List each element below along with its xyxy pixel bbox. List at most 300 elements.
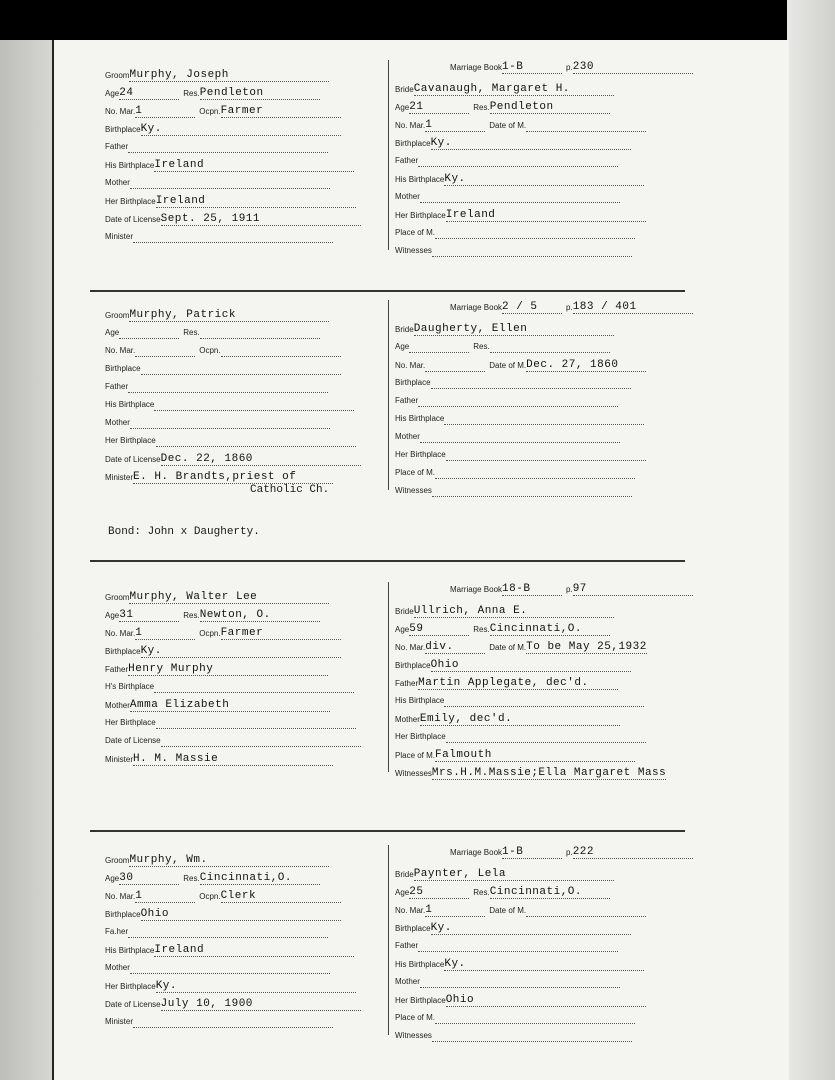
field-line [414,604,614,618]
groom-field [105,943,354,957]
groom-field [105,997,361,1011]
groom-field [105,380,328,393]
field-value: Dec. 22, 1860 [160,453,253,465]
field-value-secondary: 183 / 401 [572,301,637,313]
field-label: Birthplace [105,647,141,656]
field-line [526,640,647,654]
field-value: Ky. [140,123,162,135]
field-label-secondary: Res. [473,342,490,351]
field-label-secondary: Ocpn. [199,629,221,638]
field-label: His Birthplace [105,946,155,955]
record-separator [90,290,685,292]
field-label: Her Birthplace [395,450,446,459]
bride-field [395,903,646,917]
bride-field [450,845,693,859]
field-line [502,60,562,74]
bride-field [395,430,620,443]
field-line [200,86,320,100]
field-label: Mother [395,192,420,201]
bride-field [395,466,635,479]
groom-field [105,452,361,466]
groom-field [105,907,341,921]
field-label-secondary: Res. [473,888,490,897]
field-line [444,172,644,186]
field-line [156,194,356,208]
field-line [221,356,341,357]
field-label: Date of License [105,1000,161,1009]
scan-right-margin [787,0,835,1080]
field-line [161,997,361,1011]
field-label-secondary: p. [566,585,573,594]
field-label: Date of License [105,736,161,745]
field-line [435,1023,635,1024]
field-line [435,478,635,479]
bride-field [395,885,610,899]
field-value: Cavanaugh, Margaret H. [413,83,570,95]
field-value: 31 [119,609,134,621]
groom-field [105,590,329,604]
field-line [154,943,354,957]
field-line [119,86,179,100]
field-value: July 10, 1900 [160,998,253,1010]
field-line [128,937,328,938]
bride-field [395,484,632,497]
field-value: Murphy, Walter Lee [129,591,258,603]
field-label: Bride [395,325,414,334]
field-label: Place of M. [395,228,436,237]
field-label-secondary: Res. [183,611,200,620]
field-line [490,352,610,353]
field-line [154,158,354,172]
record-separator [90,560,685,562]
field-label: Birthplace [395,139,431,148]
bride-field [395,154,618,167]
bride-field [395,975,620,988]
field-label: Birthplace [105,364,141,373]
field-line [141,374,341,375]
field-line [129,308,329,322]
groom-field [105,1015,333,1028]
field-line [135,356,195,357]
field-value: Amma Elizabeth [129,699,230,711]
column-divider [388,845,389,1035]
field-value: H. M. Massie [133,753,219,765]
field-label: Minister [105,1017,134,1026]
field-label: His Birthplace [105,400,155,409]
field-line [161,212,361,226]
field-label: H's Birthplace [105,682,155,691]
field-label: Minister [105,473,134,482]
field-value: Martin Applegate, dec'd. [418,677,589,689]
field-label: Birthplace [105,125,141,134]
field-label: Her Birthplace [105,197,156,206]
field-value: 2 / 5 [502,301,538,313]
field-label: Place of M. [395,1013,436,1022]
field-line [156,728,356,729]
field-label: Witnesses [395,1031,432,1040]
field-line [141,644,341,658]
field-line [409,352,469,353]
field-label: Father [105,382,129,391]
bride-field [450,60,693,74]
groom-field [105,925,328,938]
field-label: Mother [105,963,130,972]
field-label-secondary: Res. [183,89,200,98]
field-line [573,300,693,314]
bride-field [395,100,610,114]
field-label: Marriage Book [450,585,503,594]
groom-field [105,470,333,484]
field-line [129,68,329,82]
field-line [435,238,635,239]
groom-field [105,889,341,903]
field-label: Mother [105,418,130,427]
field-value-secondary: Dec. 27, 1860 [526,359,619,371]
bride-field [395,136,631,150]
field-label: Father [395,941,419,950]
field-label: No. Mar. [395,643,426,652]
groom-field [105,608,320,622]
field-label-secondary: Res. [473,103,490,112]
field-line [130,428,330,429]
field-value: Ireland [154,159,205,171]
field-value: Ky. [140,645,162,657]
field-line [573,845,693,859]
field-label: Birthplace [395,924,431,933]
field-value: Ohio [430,659,459,671]
field-line [154,692,354,693]
bride-field [395,766,666,780]
groom-field [105,308,329,322]
field-label: His Birthplace [395,696,445,705]
field-label: Date of License [105,455,161,464]
bride-field [395,394,618,407]
field-label: Mother [105,178,130,187]
field-label: Marriage Book [450,303,503,312]
field-value-secondary: Cincinnati,O. [199,872,293,884]
field-label: Place of M. [395,468,436,477]
bride-field [395,658,631,672]
field-line [135,626,195,640]
field-label: Bride [395,607,414,616]
field-line [444,957,644,971]
groom-field [105,853,329,867]
field-line [409,622,469,636]
field-value: 21 [409,101,424,113]
groom-field [105,176,330,189]
field-line [420,987,620,988]
field-label-secondary: Date of M. [489,643,527,652]
bride-field [395,190,620,203]
record-separator [90,830,685,832]
field-line [418,676,618,690]
field-label: Age [395,888,410,897]
field-label: Age [105,89,120,98]
field-line [431,136,631,150]
groom-field [105,86,320,100]
bride-field [395,867,614,881]
field-label: Mother [395,715,420,724]
scan-left-margin [0,40,52,1080]
groom-field [105,344,341,357]
field-line [119,871,179,885]
field-label: Witnesses [395,769,432,778]
field-line [431,658,631,672]
field-value-secondary: Farmer [220,105,264,117]
field-line [418,166,618,167]
field-label: No. Mar. [395,361,426,370]
field-value: 1 [425,904,433,916]
field-label: Marriage Book [450,63,503,72]
field-line [156,979,356,993]
field-value: Ohio [445,994,475,1006]
bride-field [395,358,646,372]
field-label: Father [105,142,129,151]
minister-continuation: Catholic Ch. [250,484,330,496]
field-line [221,889,341,903]
field-line [432,256,632,257]
field-line [141,907,341,921]
field-label-secondary: Ocpn. [199,892,221,901]
field-label: Her Birthplace [105,982,156,991]
field-line [414,82,614,96]
bride-field [395,730,646,743]
groom-field [105,680,354,693]
field-value-secondary: 230 [572,61,595,73]
bride-field [395,376,631,389]
field-label: Groom [105,71,130,80]
field-line [431,388,631,389]
field-line [129,590,329,604]
field-line [420,442,620,443]
field-line [526,916,646,917]
groom-field [105,140,328,153]
field-label: Her Birthplace [105,718,156,727]
field-line [435,748,635,762]
groom-field [105,752,333,766]
field-value: 1-B [502,61,524,73]
field-label: Bride [395,85,414,94]
field-label-secondary: Ocpn. [199,346,221,355]
field-line [135,104,195,118]
field-label: Birthplace [395,378,431,387]
field-line [420,712,620,726]
groom-field [105,68,329,82]
field-value: Emily, dec'd. [419,713,513,725]
field-label: His Birthplace [395,414,445,423]
field-value: 1-B [502,846,524,858]
field-label: No. Mar. [395,906,426,915]
field-line [200,871,320,885]
field-label: Age [395,342,410,351]
field-line [432,496,632,497]
groom-field [105,104,341,118]
bride-field [395,604,614,618]
field-value: 1 [135,105,143,117]
field-label: Her Birthplace [395,732,446,741]
bride-field [395,622,610,636]
field-label: Age [105,874,120,883]
field-label-secondary: p. [566,303,573,312]
field-value: div. [425,641,454,653]
field-line [425,903,485,917]
field-value: Ky. [430,922,452,934]
field-label: Bride [395,870,414,879]
field-label: Mother [395,432,420,441]
field-label: Marriage Book [450,848,503,857]
field-line [490,622,610,636]
field-value: Ohio [140,908,169,920]
field-value: 1 [425,119,433,131]
field-label: Groom [105,311,130,320]
field-label: Place of M. [395,751,436,760]
bride-field [395,172,644,186]
bride-field [395,226,635,239]
field-label-secondary: Date of M. [489,121,527,130]
groom-field [105,871,320,885]
field-label: Age [395,103,410,112]
groom-field [105,194,356,208]
field-line [425,640,485,654]
field-line [432,1041,632,1042]
bond-note: Bond: John x Daugherty. [108,526,260,538]
bride-field [395,322,614,336]
field-line [129,853,329,867]
bride-field [395,676,618,690]
field-line [526,358,646,372]
column-divider [388,300,389,490]
groom-field [105,122,341,136]
field-value-secondary: Pendleton [489,101,554,113]
field-line [141,122,341,136]
bride-field [395,694,644,707]
bride-field [395,448,646,461]
field-value: 18-B [502,583,531,595]
field-value-secondary: Pendleton [199,87,264,99]
field-line [161,746,361,747]
field-value-secondary: Cincinnati,O. [489,886,583,898]
field-label: No. Mar. [105,346,136,355]
field-value: Ireland [155,195,206,207]
field-value: Murphy, Joseph [129,69,229,81]
field-label: His Birthplace [395,960,445,969]
field-line [128,392,328,393]
field-line [446,993,646,1007]
field-label: Birthplace [395,661,431,670]
groom-field [105,158,354,172]
field-value: 59 [409,623,424,635]
field-value-secondary: Newton, O. [199,609,271,621]
field-value: Murphy, Wm. [129,854,208,866]
field-line [502,582,562,596]
field-value-secondary: Farmer [220,627,264,639]
field-label: Father [395,679,419,688]
field-value: 25 [409,886,424,898]
column-divider [388,582,389,772]
groom-field [105,662,328,676]
bride-field [395,640,647,654]
field-value: Paynter, Lela [413,868,507,880]
groom-field [105,212,361,226]
field-line [490,885,610,899]
field-label: Minister [105,755,134,764]
field-line [420,202,620,203]
bride-field [395,82,614,96]
field-label: Age [395,625,410,634]
field-label-secondary: Ocpn. [199,107,221,116]
groom-field [105,961,330,974]
bride-field [395,340,610,353]
field-label: No. Mar. [105,892,136,901]
field-line [154,410,354,411]
field-label: Her Birthplace [395,996,446,1005]
field-line [418,406,618,407]
field-value: Sept. 25, 1911 [160,213,261,225]
field-line [119,338,179,339]
field-value-secondary: 97 [572,583,587,595]
field-line [130,188,330,189]
field-line [133,752,333,766]
field-label: Father [105,665,129,674]
field-line [414,867,614,881]
field-line [431,921,631,935]
field-line [432,766,666,780]
field-label-secondary: Res. [473,625,490,634]
field-line [119,608,179,622]
field-label: No. Mar. [105,629,136,638]
field-line [130,698,330,712]
field-line [409,100,469,114]
bride-field [395,1011,635,1024]
field-label-secondary: Res. [183,874,200,883]
groom-field [105,230,333,243]
field-line [490,100,610,114]
field-line [573,60,693,74]
field-line [128,662,328,676]
field-line [200,608,320,622]
field-value: Henry Murphy [128,663,214,675]
field-line [425,118,485,132]
field-line [446,460,646,461]
field-label: Her Birthplace [395,211,446,220]
field-value: Ky. [155,980,177,992]
bride-field [395,412,644,425]
groom-field [105,734,361,747]
groom-field [105,326,320,339]
bride-field [395,957,644,971]
field-label: Groom [105,856,130,865]
bride-field [395,244,632,257]
field-value: Daugherty, Ellen [413,323,528,335]
groom-field [105,979,356,993]
bride-field [395,748,635,762]
field-value: Ireland [154,944,205,956]
field-line [221,626,341,640]
field-line [130,973,330,974]
field-label: Birthplace [105,910,141,919]
field-line [444,424,644,425]
field-line [526,131,646,132]
field-line [414,322,614,336]
field-label: No. Mar. [395,121,426,130]
field-label: His Birthplace [395,175,445,184]
field-line [418,951,618,952]
field-label: Witnesses [395,486,432,495]
field-label-secondary: Res. [183,328,200,337]
field-label: Her Birthplace [105,436,156,445]
bride-field [450,582,693,596]
field-value-secondary: 222 [572,846,595,858]
